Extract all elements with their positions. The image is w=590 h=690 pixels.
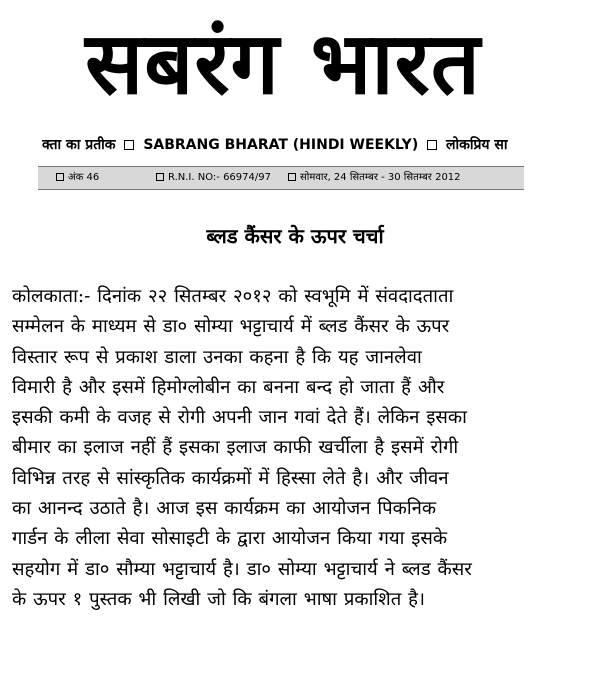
article-line: कोलकाता:- दिनांक २२ सितम्बर २०१२ को स्वभूमि में संवदादताता	[12, 286, 454, 307]
square-bullet-icon	[56, 173, 64, 181]
article-line: विमारी है और इसमें हिमोग्लोबीन का बनना बन्द हो जाता हैं और	[12, 376, 445, 398]
article-line: इसकी कमी के वजह से रोगी अपनी जान गवां देते हैं। लेकिन इसका	[12, 407, 467, 429]
article-line: विभिन्न तरह से सांस्कृतिक कार्यक्रमों में हिस्सा लेते है। और जीवन	[12, 467, 449, 489]
issue-number-text: अंक 46	[68, 172, 100, 183]
article-body	[12, 282, 578, 615]
masthead	[0, 0, 590, 195]
newspaper-title: सबरंग भारत	[85, 14, 481, 114]
article-line: गार्डन के लीला सेवा सोसाइटी के द्वारा आयोजन किया गया इसके	[12, 528, 448, 550]
square-bullet-icon	[288, 173, 296, 181]
square-bullet-icon	[124, 140, 134, 150]
article-headline: ब्लड कैंसर के ऊपर चर्चा	[206, 224, 384, 248]
issue-number	[56, 167, 99, 189]
tagline-right: लोकप्रिय सा	[445, 137, 508, 153]
tagline-strip	[42, 132, 524, 158]
article-line: बीमार का इलाज नहीं हैं इसका इलाज काफी खर्चीला है इसमें रोगी	[12, 437, 459, 459]
article-line: विस्तार रूप से प्रकाश डाला उनका कहना है कि यह जानलेवा	[12, 346, 422, 368]
issue-info-bar	[38, 166, 524, 190]
tagline-left: क्ता का प्रतीक	[42, 137, 116, 153]
square-bullet-icon	[156, 173, 164, 181]
article-line: सहयोग में डा० सौम्या भट्टाचार्य है। डा० सोम्या भट्टाचार्य ने ब्लड कैंसर	[12, 558, 472, 580]
issue-date-text: सोमवार, 24 सितम्बर - 30 सितम्बर 2012	[300, 172, 461, 183]
article-line: का आनन्द उठाते है। आज इस कार्यक्रम का आयोजन पिकनिक	[12, 498, 437, 520]
article-line: के ऊपर १ पुस्तक भी लिखी जो कि बंगला भाषा प्रकाशित है।	[12, 588, 426, 610]
square-bullet-icon	[427, 140, 437, 150]
article-line: सम्मेलन के माध्यम से डा० सोम्या भट्टाचार्य में ब्लड कैंसर के ऊपर	[12, 316, 450, 338]
rni-number-text: R.N.I. NO:- 66974/97	[168, 172, 271, 183]
rni-number	[156, 167, 271, 189]
tagline-english-name: SABRANG BHARAT (HINDI WEEKLY)	[143, 137, 419, 153]
issue-date	[288, 167, 461, 189]
